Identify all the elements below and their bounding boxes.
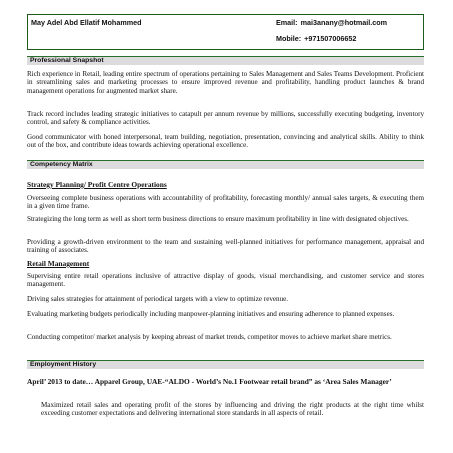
email-line [276,18,387,27]
section-competency-matrix: Competency Matrix [27,160,424,169]
candidate-name: May Adel Abd Ellatif Mohammed [31,18,142,27]
competency-paragraph: Evaluating marketing budgets periodically including manpower-planning initiatives and ensuring adherence to planned expenses. [27,310,395,318]
subheading-strategy-planning: Strategy Planning/ Profit Centre Operations [27,180,167,189]
snapshot-paragraph: Track record includes leading strategic initiatives to catapult per annum revenue by millions, successfully executing budgeting, inventory control, and safety & compliance activities. [27,110,424,127]
job-title-line: April’ 2013 to date… Apparel Group, UAE-“ALDO - World’s No.1 Footwear retail brand” as ‘Area Sales Manager’ [27,377,392,386]
snapshot-paragraph: Rich experience in Retail, leading entire spectrum of operations pertaining to Sales Management and Sales Teams Development. Proficient in streamlining sales and marketing processes to ensure improved revenue and profitability, handling product launches & brand management operations for augmented market share. [27,70,424,95]
subheading-retail-management: Retail Management [27,259,90,268]
snapshot-paragraph: Good communicator with honed interpersonal, team building, negotiation, presentation, convincing and analytical skills. Ability to think out of the box, and contribute ideas towards achieving operational excellence. [27,133,424,150]
section-employment-history: Employment History [27,360,424,369]
competency-paragraph: Supervising entire retail operations inclusive of attractive display of goods, visual merchandising, and customer service and stores management. [27,272,424,289]
competency-paragraph: Strategizing the long term as well as short term business directions to ensure maximum profitability in line with designated objectives. [27,215,409,223]
competency-paragraph: Conducting competitor/ market analysis by keeping abreast of market trends, competitor moves to achieve market share metrics. [27,333,392,341]
mobile-label: Mobile: [276,34,302,43]
competency-paragraph: Overseeing complete business operations with accountability of profitability, forecasting monthly/ annual sales targets, & executing them in a given time frame. [27,194,424,211]
mobile-line [276,34,356,43]
mobile-value: +971507006652 [304,34,357,43]
contact-header [27,14,424,50]
competency-paragraph: Providing a growth-driven environment to the team and sustaining well-planned initiatives for performance management, appraisal and training of associates. [27,238,424,255]
job-description: Maximized retail sales and operating profit of the stores by influencing and driving the right products at the right time whilst exceeding customer expectations and delivering international store standards in all aspects of retail. [41,401,424,418]
section-professional-snapshot: Professional Snapshot [27,56,424,65]
email-value: mai3anany@hotmail.com [300,18,388,27]
email-label: Email: [276,18,298,27]
competency-paragraph: Driving sales strategies for attainment of periodical targets with a view to optimize revenue. [27,295,289,303]
